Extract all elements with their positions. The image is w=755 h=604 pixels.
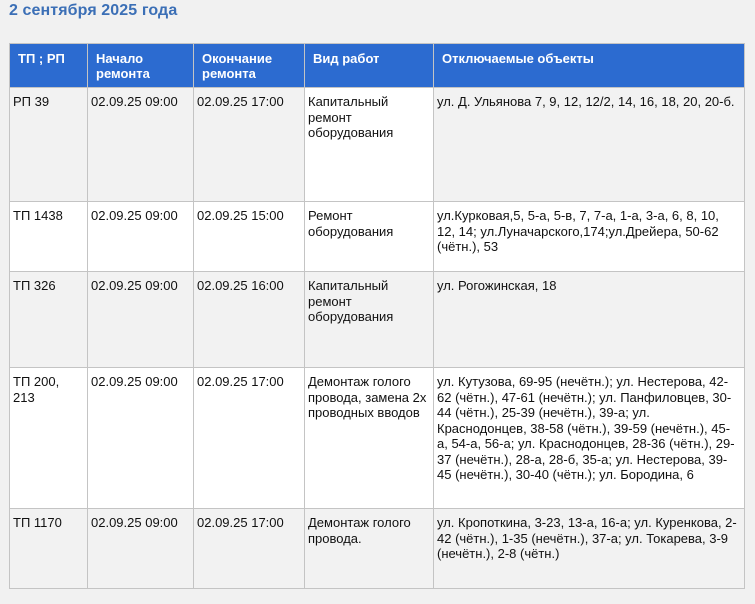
table-row	[10, 272, 745, 368]
header-start: Начало ремонта	[88, 44, 194, 88]
cell-tp: ТП 326	[10, 272, 88, 368]
table-row	[10, 368, 745, 509]
cell-end: 02.09.25 15:00	[194, 202, 305, 272]
cell-work-type: Демонтаж голого провода.	[305, 509, 434, 589]
cell-end: 02.09.25 17:00	[194, 509, 305, 589]
cell-work-type: Демонтаж голого провода, замена 2х проводных вводов	[305, 368, 434, 509]
header-objects: Отключаемые объекты	[434, 44, 745, 88]
cell-objects: ул. Кропоткина, 3-23, 13-а, 16-а; ул. Куренкова, 2-42 (чётн.), 1-35 (нечётн.), 37-а; ул. Токарева, 3-9 (нечётн.), 2-8 (чётн.)	[434, 509, 745, 589]
header-end: Окончание ремонта	[194, 44, 305, 88]
cell-end: 02.09.25 16:00	[194, 272, 305, 368]
table-row	[10, 202, 745, 272]
cell-objects: ул. Кутузова, 69-95 (нечётн.); ул. Нестерова, 42-62 (чётн.), 47-61 (нечётн.); ул. Панфиловцев, 30-44 (чётн.), 25-39 (нечётн.), 39-а; ул. Краснодонцев, 38-58 (чётн.), 39-59 (нечётн.), 45-а, 54-а, 56-а; ул. Краснодонцев, 28-36 (чётн.), 29-37 (нечётн.), 28-а, 28-б, 35-а; ул. Нестерова, 39-45 (нечётн.), 30-40 (чётн.); ул. Бородина, 6	[434, 368, 745, 509]
cell-tp: ТП 200, 213	[10, 368, 88, 509]
cell-end: 02.09.25 17:00	[194, 368, 305, 509]
cell-start: 02.09.25 09:00	[88, 368, 194, 509]
cell-work-type: Ремонт оборудования	[305, 202, 434, 272]
cell-end: 02.09.25 17:00	[194, 88, 305, 202]
cell-start: 02.09.25 09:00	[88, 272, 194, 368]
cell-start: 02.09.25 09:00	[88, 202, 194, 272]
cell-work-type: Капитальный ремонт оборудования	[305, 88, 434, 202]
table-header-row	[10, 44, 745, 88]
cell-objects: ул. Д. Ульянова 7, 9, 12, 12/2, 14, 16, 18, 20, 20-б.	[434, 88, 745, 202]
cell-tp: ТП 1438	[10, 202, 88, 272]
outage-table	[9, 43, 745, 589]
cell-objects: ул. Рогожинская, 18	[434, 272, 745, 368]
cell-start: 02.09.25 09:00	[88, 88, 194, 202]
cell-work-type: Капитальный ремонт оборудования	[305, 272, 434, 368]
header-work-type: Вид работ	[305, 44, 434, 88]
table-row	[10, 509, 745, 589]
cell-tp: РП 39	[10, 88, 88, 202]
cell-tp: ТП 1170	[10, 509, 88, 589]
header-tp: ТП ; РП	[10, 44, 88, 88]
cell-objects: ул.Курковая,5, 5-а, 5-в, 7, 7-а, 1-а, 3-а, 6, 8, 10, 12, 14; ул.Луначарского,174;ул.Дрейера, 50-62 (чётн.), 53	[434, 202, 745, 272]
cell-start: 02.09.25 09:00	[88, 509, 194, 589]
page-title: 2 сентября 2025 года	[9, 2, 178, 19]
table-row	[10, 88, 745, 202]
